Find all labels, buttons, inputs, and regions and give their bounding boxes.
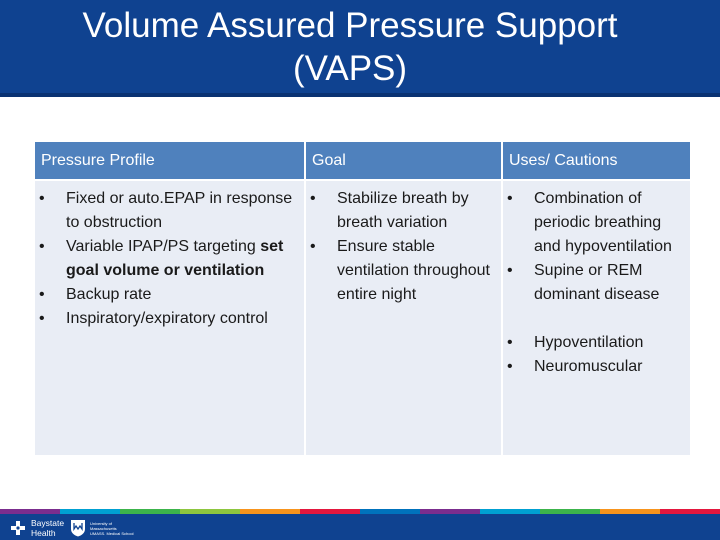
- header-uses-cautions: Uses/ Cautions: [502, 142, 690, 180]
- list-item: • Backup rate: [39, 283, 300, 307]
- list-item: • Neuromuscular: [507, 355, 686, 379]
- header-goal: Goal: [305, 142, 502, 180]
- table-row: [35, 180, 690, 455]
- uses-cautions-list: [507, 187, 686, 379]
- umass-medical-logo: [70, 517, 134, 539]
- vaps-table: [35, 142, 690, 455]
- umass-shield-icon: [70, 519, 86, 537]
- baystate-cross-icon: [10, 520, 26, 536]
- list-item-bold-text: set goal volume or ventilation: [66, 238, 284, 279]
- baystate-health-logo: [10, 517, 64, 539]
- list-item: • Inspiratory/expiratory control: [39, 307, 300, 331]
- footer-bar: [0, 514, 720, 540]
- list-item: • Combination of periodic breathing and hypoventilation: [507, 187, 686, 259]
- slide-title-line1: Volume Assured Pressure Support: [82, 6, 618, 45]
- header-pressure-profile: Pressure Profile: [35, 142, 305, 180]
- pressure-profile-list: [39, 187, 300, 331]
- list-item: • Stabilize breath by breath variation: [310, 187, 497, 235]
- logo1-line1: Baystate: [31, 518, 65, 528]
- list-item-text: Variable IPAP/PS targeting: [66, 238, 261, 255]
- logo2-line2: Massachusetts: [90, 525, 117, 531]
- list-item: • Fixed or auto.EPAP in response to obstruction: [39, 187, 300, 235]
- list-item: [39, 235, 300, 283]
- table-header-row: [35, 142, 690, 180]
- logo1-line2: Health: [31, 528, 56, 538]
- goal-list: [310, 187, 497, 307]
- cell-goal: [305, 180, 502, 455]
- slide-title: [20, 4, 680, 90]
- list-item: • Supine or REM dominant disease: [507, 259, 686, 307]
- cell-uses-cautions: [502, 180, 690, 455]
- list-item: • Ensure stable ventilation throughout entire night: [310, 235, 497, 307]
- title-bar: [0, 0, 720, 97]
- logo2-line1: University of: [90, 520, 113, 526]
- list-item: • Hypoventilation: [507, 331, 686, 355]
- logo2-line3: UMASS. Medical School: [90, 530, 134, 536]
- cell-pressure-profile: [35, 180, 305, 455]
- slide-title-line2: (VAPS): [292, 49, 408, 88]
